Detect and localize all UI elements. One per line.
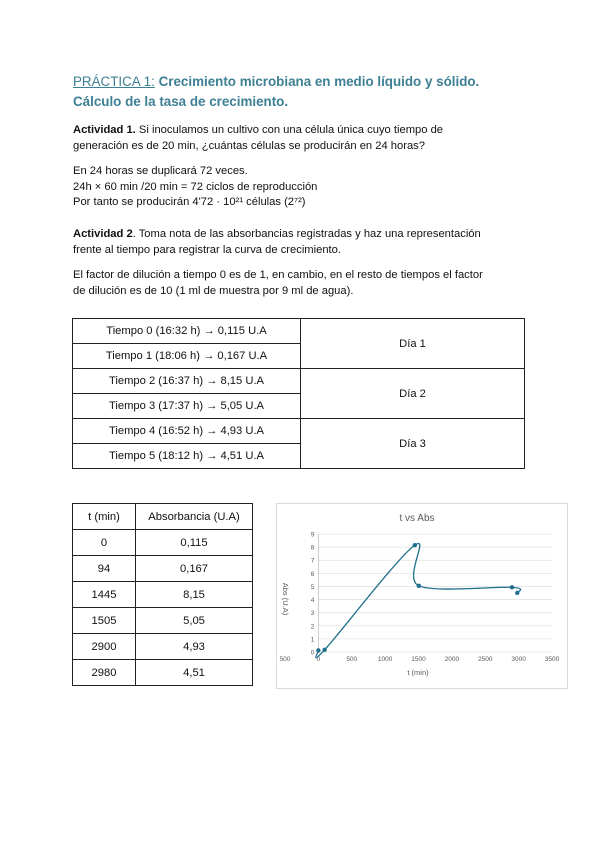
data-point [510,585,514,589]
chart-svg [277,504,567,688]
title-text-1: Crecimiento microbiana en medio líquido y sólido. [158,74,480,89]
x-axis-label: t (min) [407,668,429,677]
activity1-answer [73,164,543,211]
data-point [417,584,421,588]
x-tick-label: 1000 [377,656,393,663]
table-row [73,556,253,582]
x-tick-label: 3000 [511,656,526,663]
activity1-answer-line2: 24h × 60 min /20 min = 72 ciclos de reproducción [73,180,318,193]
y-tick-label: 2 [310,623,315,631]
days-table-cell: Tiempo 1 (18:06 h) → 0,167 U.A [73,344,301,369]
cell-time: 2980 [73,660,136,686]
dilution-line2: de dilución es de 10 (1 ml de muestra por 9 ml de agua). [73,284,354,297]
table-row [73,608,253,634]
activity1-question-line2: generación es de 20 min, ¿cuántas células se producirán en 24 horas? [73,139,426,152]
table-row [73,634,253,660]
x-tick-label: 500 [346,656,358,663]
activity1-answer-line1: En 24 horas se duplicará 72 veces. [73,165,248,177]
days-table-cell: Tiempo 4 (16:52 h) → 4,93 U.A [73,419,301,444]
x-tick-label: 500 [279,656,291,663]
dilution-note [73,268,543,299]
y-tick-label: 6 [310,570,315,578]
y-tick-label: 8 [310,544,315,552]
x-tick-label: 1500 [411,656,426,663]
activity2-instructions [73,227,543,258]
cell-time: 0 [73,530,136,556]
activity2-heading: Actividad 2 [73,228,133,240]
days-table [72,318,525,469]
table-header-row [73,504,253,530]
data-point [316,648,320,652]
cell-time: 1505 [73,608,136,634]
activity2-text-line1: . Toma nota de las absorbancias registradas y haz una representación [132,228,481,240]
cell-absorbance: 5,05 [136,608,253,634]
page-title [73,72,553,112]
cell-absorbance: 8,15 [136,582,253,608]
chart-title: t vs Abs [399,513,435,524]
y-tick-label: 5 [310,583,315,591]
days-table-cell: Tiempo 5 (18:12 h) → 4,51 U.A [73,444,301,469]
dilution-line1: El factor de dilución a tiempo 0 es de 1, en cambio, en el resto de tiempos el factor [73,269,483,281]
activity1-answer-line3: Por tanto se producirán 4'72 · 10²¹ células (2⁷²) [73,196,306,208]
days-table-cell: Tiempo 2 (16:37 h) → 8,15 U.A [73,369,301,394]
chart-container [276,503,568,689]
table-row [73,530,253,556]
x-tick-label: 2500 [478,656,493,663]
y-tick-label: 7 [310,557,315,565]
cell-absorbance: 4,51 [136,660,253,686]
table-row [73,660,253,686]
day-label: Día 2 [301,369,525,419]
days-table-cell: Tiempo 3 (17:37 h) → 5,05 U.A [73,394,301,419]
y-axis-label: Abs (U.A) [281,582,290,616]
title-line-1 [73,72,553,92]
activity1-question [73,123,543,154]
column-header-absorbance: Absorbancia (U.A) [136,504,253,530]
days-table-cell: Tiempo 0 (16:32 h) → 0,115 U.A [73,319,301,344]
x-tick-label: 3500 [544,656,560,663]
y-tick-label: 9 [310,531,315,539]
day-label: Día 3 [301,419,525,469]
cell-time: 2900 [73,634,136,660]
x-tick-label: 2000 [444,656,460,663]
absorbance-table [72,503,253,686]
y-tick-label: 3 [310,610,315,618]
cell-absorbance: 0,167 [136,556,253,582]
y-tick-label: 0 [310,649,315,657]
day-label: Día 1 [301,319,525,369]
activity1-question-line1: Si inoculamos un cultivo con una célula única cuyo tiempo de [138,124,444,136]
cell-time: 1445 [73,582,136,608]
x-tick-label: 0 [316,656,321,663]
title-text-2: Cálculo de la tasa de crecimiento. [73,94,289,109]
activity2-text-line2: frente al tiempo para registrar la curva de crecimiento. [73,243,341,256]
data-point [515,591,519,595]
y-tick-label: 4 [310,597,315,605]
y-tick-label: 1 [310,636,315,644]
data-point [322,648,326,652]
practice-label: PRÁCTICA 1: [73,74,155,89]
activity1-heading: Actividad 1. [73,124,136,136]
data-point [413,543,417,547]
cell-time: 94 [73,556,136,582]
cell-absorbance: 4,93 [136,634,253,660]
cell-absorbance: 0,115 [136,530,253,556]
column-header-time: t (min) [73,504,136,530]
table-row [73,582,253,608]
series-line [316,543,521,657]
